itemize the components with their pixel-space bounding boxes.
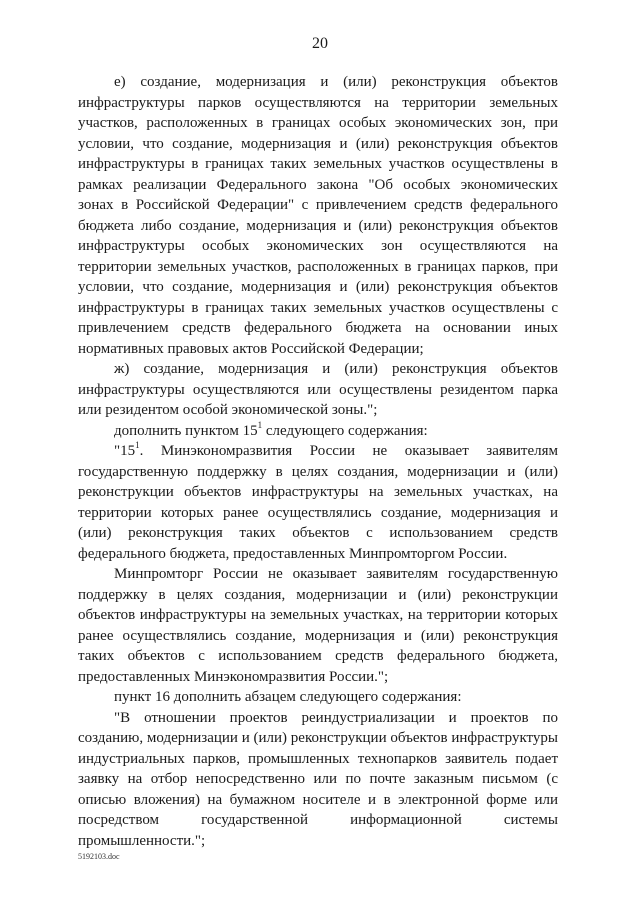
paragraph-minpromtorg: Минпромторг России не оказывает заявителям государственную поддержку в целях создания, модернизации и (или) реконструкции объектов инфраструктуры на земельных участках, на территории которых ранее осуществлялись создание, модернизация и (или) реконструкция таких объектов с использованием средств федерального бюджета, предоставленных Минэкономразвития России.";	[78, 566, 558, 685]
document-code: 5192103.doc	[78, 852, 120, 861]
document-body	[78, 72, 558, 851]
add-point-suffix: следующего содержания:	[262, 422, 428, 439]
paragraph-zh: ж) создание, модернизация и (или) реконструкция объектов инфраструктуры осуществляются или осуществлены резидентом парка или резидентом особой экономической зоны.";	[78, 361, 558, 418]
point-15-text: . Минэкономразвития России не оказывает заявителям государственную поддержку в целях создания, модернизации и (или) реконструкции объектов инфраструктуры на земельных участках, на территории которых ранее осуществлялись создание, модернизация и (или) реконструкция таких объектов с использованием средств федерального бюджета, предоставленных Минпромторгом России.	[78, 443, 558, 562]
paragraph-e: е) создание, модернизация и (или) реконструкция объектов инфраструктуры парков осуществляются на территории земельных участков, расположенных в границах особых экономических зон, при условии, что создание, модернизация и (или) реконструкция объектов инфраструктуры в границах таких земельных участков осуществлены в рамках реализации Федерального закона "Об особых экономических зонах в Российской Федерации" с привлечением средств федерального бюджета либо создание, модернизация и (или) реконструкция объектов инфраструктуры особых экономических зон осуществляются на территории земельных участков, расположенных в границах парков, при условии, что создание, модернизация и (или) реконструкция объектов инфраструктуры в границах таких земельных участков осуществлены с привлечением средств федерального бюджета на основании иных нормативных правовых актов Российской Федерации;	[78, 74, 558, 357]
point-15-superscript: 1	[135, 440, 140, 450]
paragraph-add-point	[78, 421, 558, 442]
paragraph-point-16: пункт 16 дополнить абзацем следующего содержания:	[114, 689, 462, 705]
paragraph-point-15-1	[78, 441, 558, 564]
page-number: 20	[312, 35, 328, 52]
paragraph-reindustrialization: "В отношении проектов реиндустриализации и проектов по созданию, модернизации и (или) реконструкции объектов инфраструктуры индустриальных парков, промышленных технопарков заявитель подает заявку на отбор непосредственно или по почте заказным письмом (с описью вложения) на бумажном носителе и в электронной форме или посредством государственной информационной системы промышленности.";	[78, 709, 558, 849]
add-point-superscript: 1	[257, 419, 263, 430]
point-15-number: "15	[114, 443, 136, 459]
add-point-prefix: дополнить пунктом 15	[114, 422, 258, 439]
